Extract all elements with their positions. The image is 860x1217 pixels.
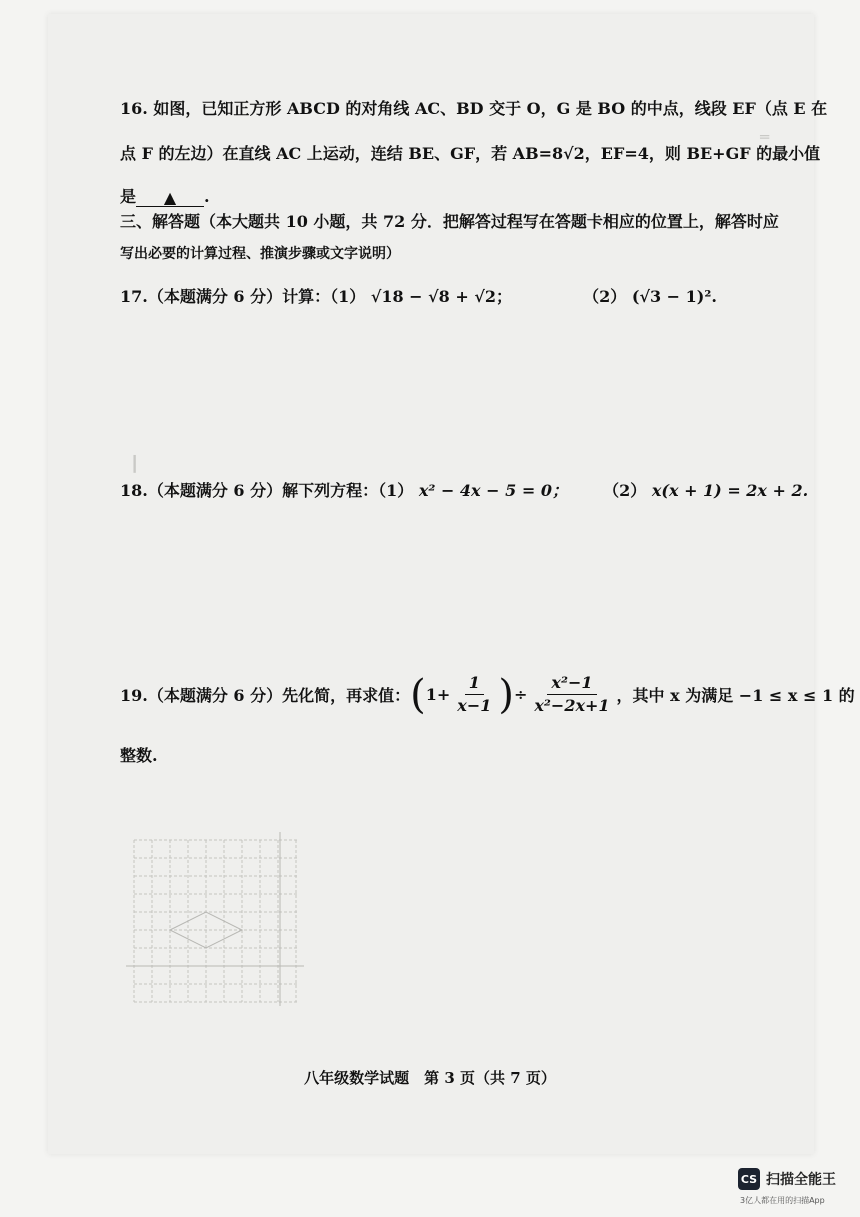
left-paren: ( — [410, 671, 426, 718]
q16-line-1: 16. 如图，已知正方形 ABCD 的对角线 AC、BD 交于 O，G 是 BO 的中点，线段 EF（点 E 在 — [120, 99, 828, 118]
q16-line-3-prefix: 是 — [120, 187, 137, 206]
q19-prefix: 19.（本题满分 6 分）先化简，再求值： — [120, 686, 411, 705]
fraction-numerator: 1 — [465, 672, 484, 695]
q16-line-2: 点 F 的左边）在直线 AC 上运动，连结 BE、GF，若 AB=8√2，EF=4，则 BE+GF 的最小值 — [120, 144, 821, 163]
triangle-mark: ▲ — [163, 188, 177, 207]
scanner-app-name: 扫描全能王 — [766, 1172, 836, 1188]
q17-part2-label: （2） — [583, 287, 627, 306]
q19-line-2: 整数. — [120, 746, 158, 765]
q18 — [120, 478, 808, 501]
q19-fraction-2 — [530, 672, 613, 717]
fraction-numerator: x²−1 — [547, 672, 596, 695]
scanner-tagline: 3亿人都在用的扫描App — [740, 1196, 825, 1205]
answer-blank — [136, 188, 204, 207]
right-paren: ) — [498, 671, 514, 718]
q17-prefix: 17.（本题满分 6 分）计算：（1） — [120, 287, 366, 306]
q16-line-3-suffix: . — [204, 187, 210, 206]
scanner-watermark — [738, 1168, 836, 1190]
section-3-line-2: 写出必要的计算过程、推演步骤或文字说明） — [120, 246, 400, 262]
q18-part2-equation: x(x + 1) = 2x + 2. — [651, 481, 809, 500]
bleed-through-mark: ═ — [760, 128, 771, 146]
q18-prefix: 18.（本题满分 6 分）解下列方程：（1） — [120, 481, 414, 500]
q17 — [120, 284, 717, 307]
q17-part1-expression: √18 − √8 + √2； — [370, 287, 513, 306]
q16-line-3 — [120, 184, 210, 207]
fraction-denominator: x²−2x+1 — [534, 696, 610, 715]
q18-part2-label: （2） — [603, 481, 647, 500]
bleed-through-grid-figure — [120, 826, 310, 1016]
bleed-through-mark: ┃ — [130, 455, 141, 473]
q19-fraction-1 — [453, 672, 495, 717]
q19 — [120, 672, 855, 717]
camscanner-logo-icon: CS — [738, 1168, 760, 1190]
section-3-line-1: 三、解答题（本大题共 10 小题，共 72 分．把解答过程写在答题卡相应的位置上，解答时应 — [120, 212, 779, 231]
fraction-denominator: x−1 — [457, 696, 492, 715]
q19-suffix: ，其中 x 为满足 −1 ≤ x ≤ 1 的 — [616, 686, 855, 705]
q19-divide-sign: ÷ — [513, 685, 528, 704]
q18-part1-equation: x² − 4x − 5 = 0； — [418, 481, 568, 500]
q17-part2-expression: (√3 − 1)². — [631, 287, 717, 306]
page-footer: 八年级数学试题 第 3 页（共 7 页） — [304, 1069, 556, 1087]
q19-one-plus: 1+ — [425, 685, 451, 704]
